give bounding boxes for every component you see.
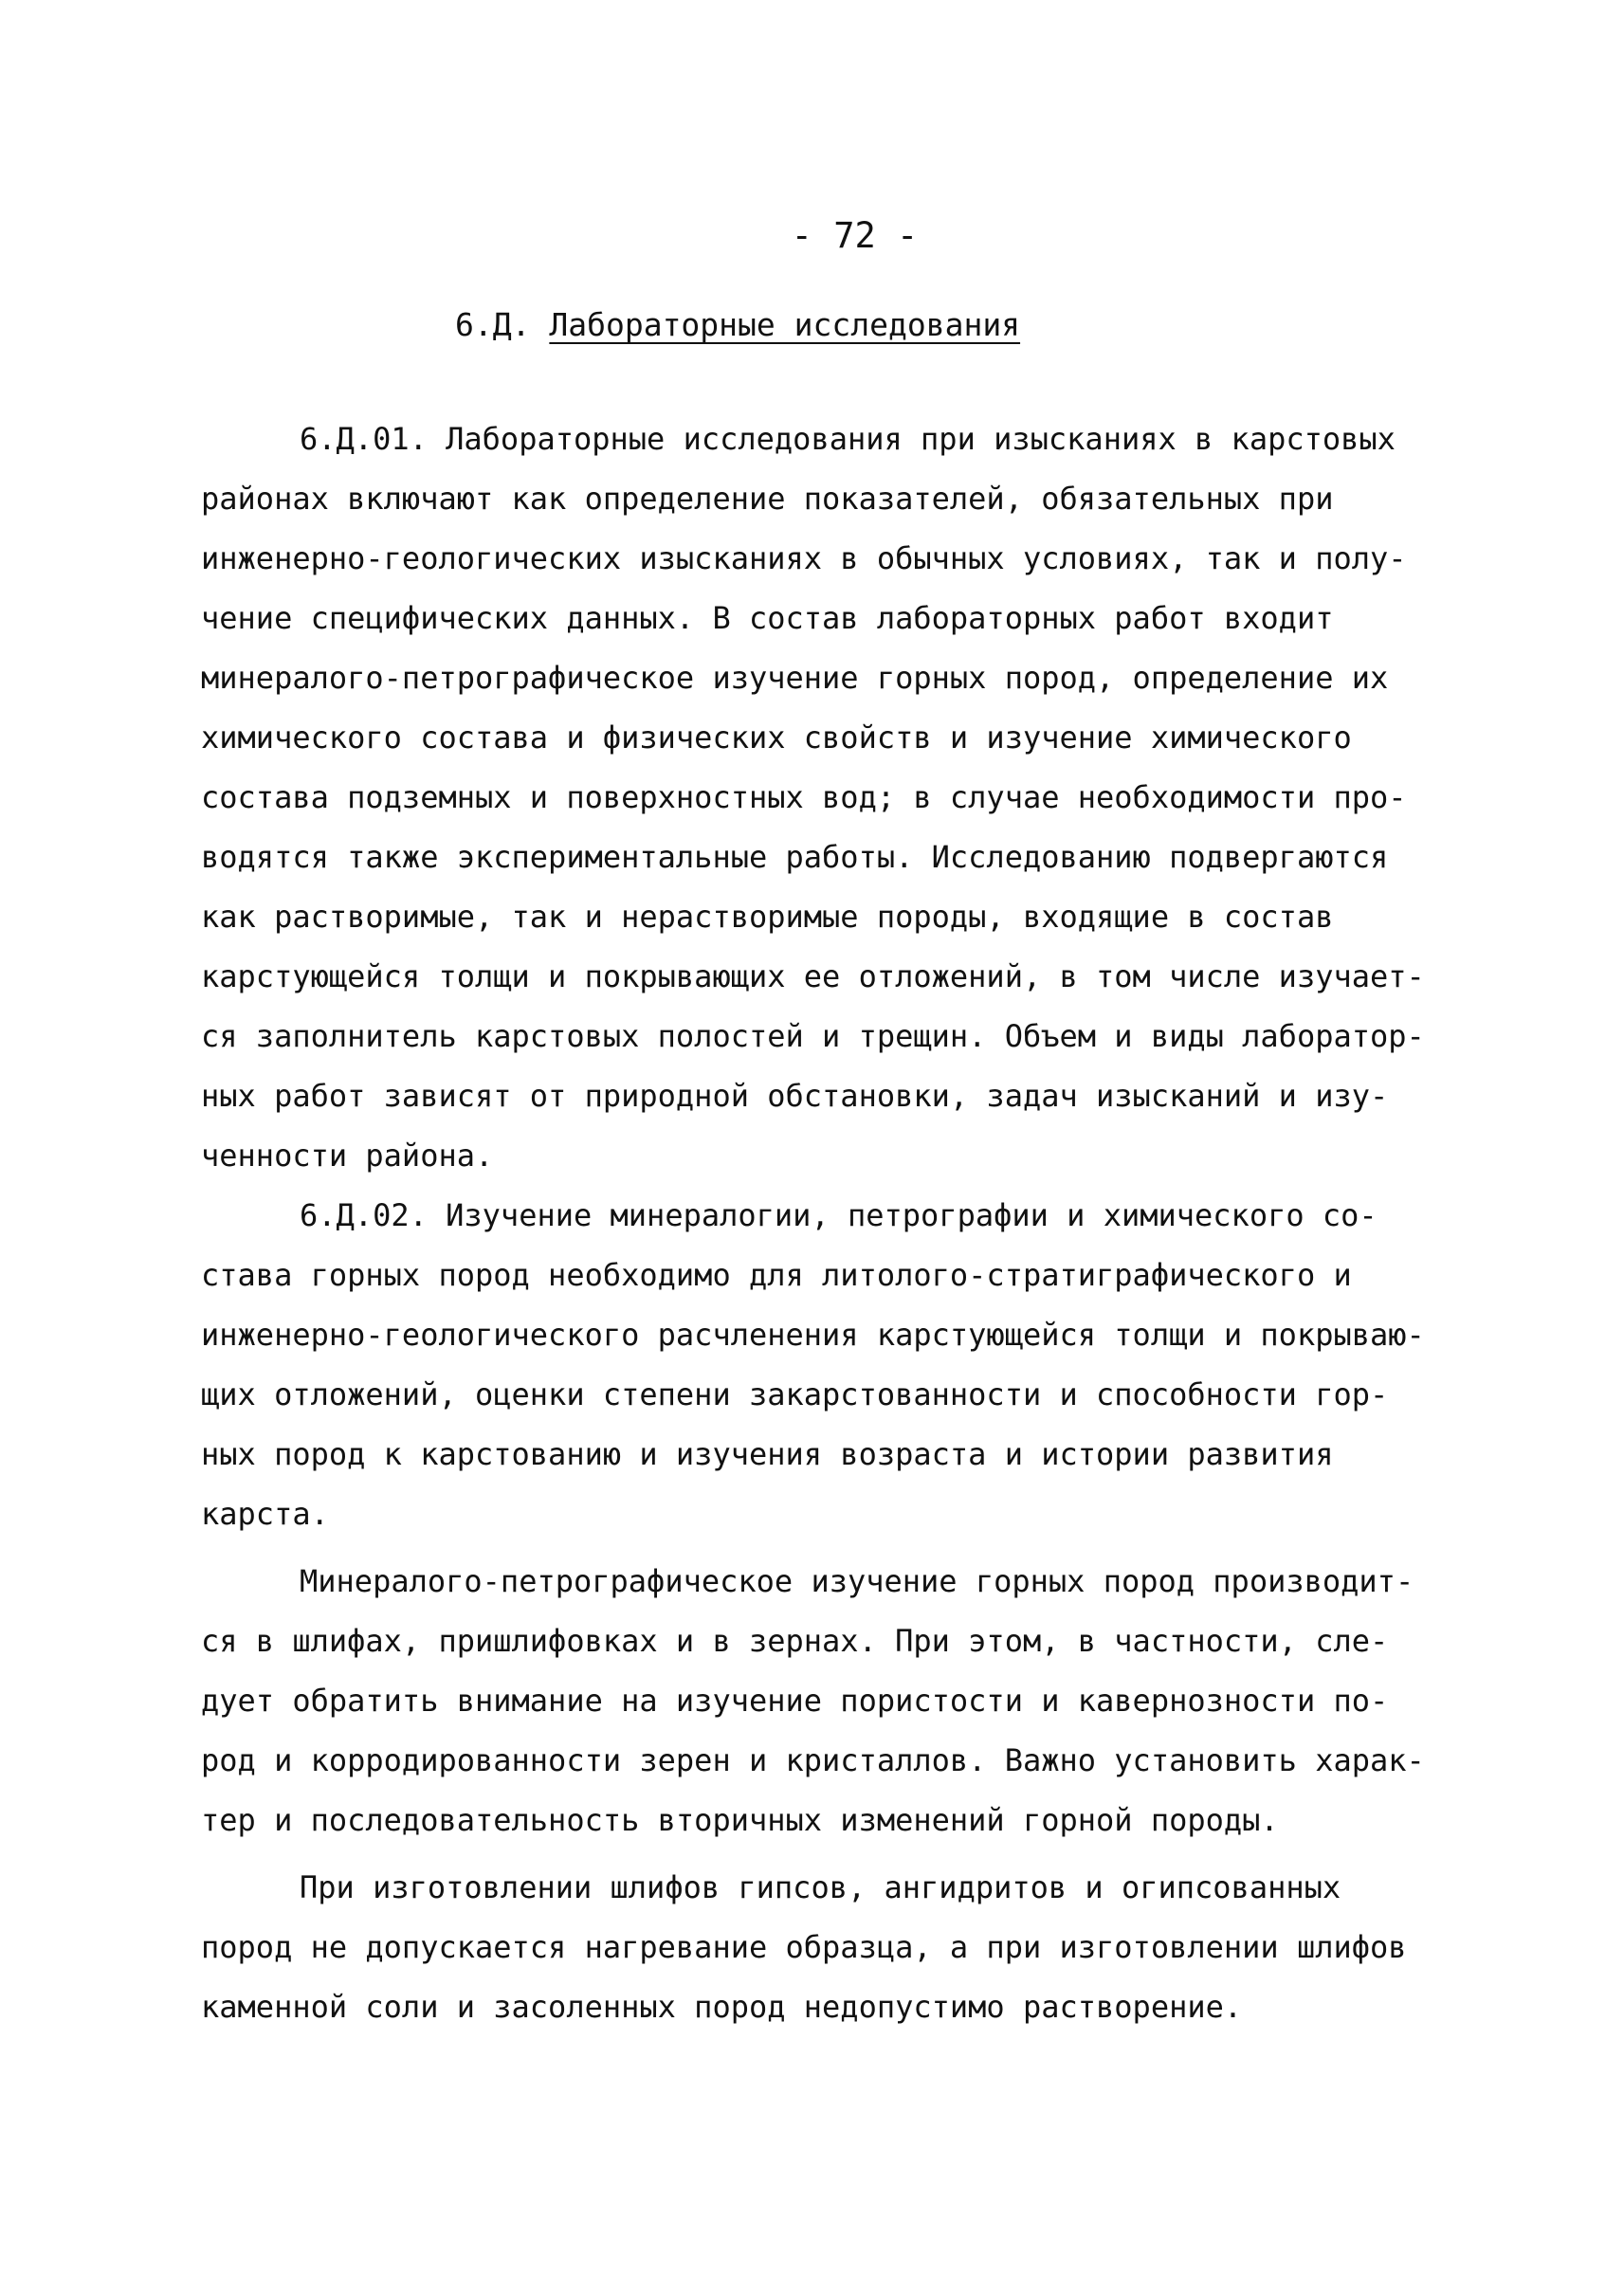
paragraph-line: ся заполнитель карстовых полостей и трещин. Объем и виды лаборатор-: [201, 1018, 1425, 1054]
paragraph-line: ченности района.: [201, 1138, 494, 1174]
paragraph-line: щих отложений, оценки степени закарстованности и способности гор-: [201, 1376, 1389, 1412]
paragraph-line: чение специфических данных. В состав лабораторных работ входит: [201, 600, 1334, 636]
paragraph-petrography: [201, 1552, 1433, 1850]
paragraph-line: инженерно-геологического расчленения карстующейся толщи и покрываю-: [201, 1317, 1425, 1353]
paragraph-line: тер и последовательность вторичных изменений горной породы.: [201, 1802, 1279, 1838]
paragraph-line: 6.Д.01. Лабораторные исследования при изысканиях в карстовых: [300, 421, 1396, 457]
section-title: Лабораторные исследования: [549, 306, 1021, 343]
paragraph-line: водятся также экспериментальные работы. Исследованию подвергаются: [201, 839, 1389, 875]
paragraph-line: дует обратить внимание на изучение пористости и кавернозности по-: [201, 1683, 1389, 1719]
paragraph-line: пород не допускается нагревание образца, а при изготовлении шлифов: [201, 1929, 1407, 1965]
body-text: [201, 410, 1433, 2037]
paragraph-6-d-02: [201, 1186, 1433, 1544]
paragraph-line: карста.: [201, 1496, 329, 1532]
paragraph-line: состава подземных и поверхностных вод; в случае необходимости про-: [201, 779, 1407, 815]
paragraph-gap: [201, 1544, 1433, 1552]
paragraph-thin-sections: [201, 1858, 1433, 2037]
paragraph-line: районах включают как определение показателей, обязательных при: [201, 481, 1334, 517]
paragraph-line: карстующейся толщи и покрывающих ее отложений, в том числе изучает-: [201, 958, 1425, 994]
paragraph-6-d-01: [201, 410, 1433, 1186]
paragraph-line: минералого-петрографическое изучение горных пород, определение их: [201, 660, 1389, 696]
paragraph-line: каменной соли и засоленных пород недопустимо растворение.: [201, 1989, 1243, 2025]
paragraph-line: химического состава и физических свойств и изучение химического: [201, 719, 1352, 756]
paragraph-line: ся в шлифах, пришлифовках и в зернах. При этом, в частности, сле-: [201, 1623, 1389, 1659]
paragraph-line: инженерно-геологических изысканиях в обычных условиях, так и полу-: [201, 540, 1407, 576]
page-number: - 72 -: [791, 215, 919, 256]
paragraph-line: род и корродированности зерен и кристаллов. Важно установить харак-: [201, 1742, 1425, 1778]
paragraph-line: Минералого-петрографическое изучение горных пород производит-: [300, 1563, 1414, 1599]
paragraph-line: как растворимые, так и нерастворимые породы, входящие в состав: [201, 899, 1334, 935]
section-code: 6.Д.: [455, 306, 531, 343]
paragraph-line: 6.Д.02. Изучение минералогии, петрографии и химического со-: [300, 1197, 1378, 1233]
paragraph-line: ных пород к карстованию и изучения возраста и истории развития: [201, 1436, 1334, 1472]
paragraph-line: ных работ зависят от природной обстановки, задач изысканий и изу-: [201, 1078, 1389, 1114]
paragraph-gap: [201, 1850, 1433, 1858]
paragraph-line: става горных пород необходимо для литолого-стратиграфического и: [201, 1257, 1352, 1293]
section-heading: [455, 301, 1020, 349]
paragraph-line: При изготовлении шлифов гипсов, ангидритов и огипсованных: [300, 1869, 1341, 1905]
